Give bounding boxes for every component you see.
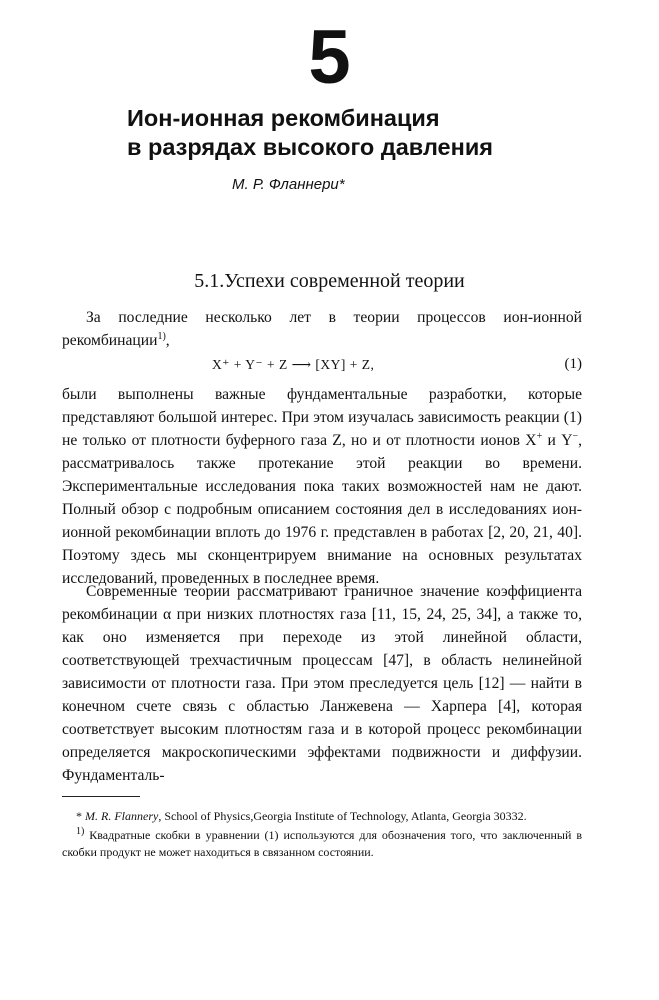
paragraph-2 <box>62 383 582 590</box>
paragraph-1-trail: , <box>165 332 170 349</box>
footnote-1-text: Квадратные скобки в уравнении (1) используются для обозначения того, что заключенный в скобки продукт не может находиться в связанном состоянии. <box>62 828 582 859</box>
footnote-author-mark: * <box>76 809 82 823</box>
footnote-author-affiliation: , School of Physics,Georgia Institute of Technology, Atlanta, Georgia 30332. <box>158 809 527 823</box>
paragraph-1 <box>62 306 582 352</box>
paragraph-1-text: За последние несколько лет в теории процессов ион-ионной рекомбинации <box>62 309 582 349</box>
paragraph-2-part2: , рассматривалось также протекание этой реакции во времени. Экспериментальные исследования пока таких возможностей нам не дают. Полный обзор с подробным описанием состояния дел в исследованиях ион-ионной рекомбинации вплоть до 1976 г. представлен в работах [2, 20, 21, 40]. Поэтому здесь мы сконцентрируем внимание на основных результатах исследований, проведенных в последнее время. <box>62 432 583 587</box>
arrow-icon: ⟶ <box>291 357 312 372</box>
chapter-number: 5 <box>308 15 351 100</box>
equation-number: (1) <box>564 356 582 372</box>
superscript-plus: + <box>536 430 543 442</box>
superscript-minus: − <box>572 430 579 442</box>
chapter-title-line2: в разрядах высокого давления <box>127 134 493 160</box>
chapter-title <box>127 104 597 162</box>
footnote-author-name: M. R. Flannery <box>85 809 159 823</box>
paragraph-2-part1: были выполнены важные фундаментальные разработки, которые представляют большой интерес. При этом изучалась зависимость реакции (1) не только от плотности буферного газа Z, но и от плотности ионов X <box>62 386 582 449</box>
paragraph-2-and: и Y <box>542 432 573 449</box>
footnote-1-marker: 1) <box>157 330 166 342</box>
footnote-1 <box>62 827 582 861</box>
footnote-author <box>62 808 582 825</box>
footnote-divider <box>62 796 140 797</box>
chapter-author: М. Р. Фланнери* <box>232 176 345 193</box>
section-title: 5.1.Успехи современной теории <box>194 270 465 292</box>
paragraph-3: Современные теории рассматривают граничное значение коэффициента рекомбинации α при низких плотностях газа [11, 15, 24, 25, 34], а также то, как оно изменяется при переходе из этой линейной области, соответствующей трехчастичным процессам [47], в область нелинейной зависимости от плотности газа. При этом преследуется цель [12] — найти в конечном счете связь с областью Ланжевена — Харпера [4], которая соответствует высоким плотностям газа и в которой процесс рекомбинации определяется макроскопическими эффектами подвижности и диффузии. Фундаменталь- <box>62 583 582 784</box>
footnote-1-mark: 1) <box>76 826 85 837</box>
footnotes <box>62 808 582 863</box>
equation-lhs: X⁺ + Y⁻ + Z <box>212 357 288 372</box>
equation-expression <box>212 353 374 376</box>
equation-rhs: [XY] + Z, <box>315 357 375 372</box>
chapter-title-line1: Ион-ионная рекомбинация <box>127 105 440 131</box>
